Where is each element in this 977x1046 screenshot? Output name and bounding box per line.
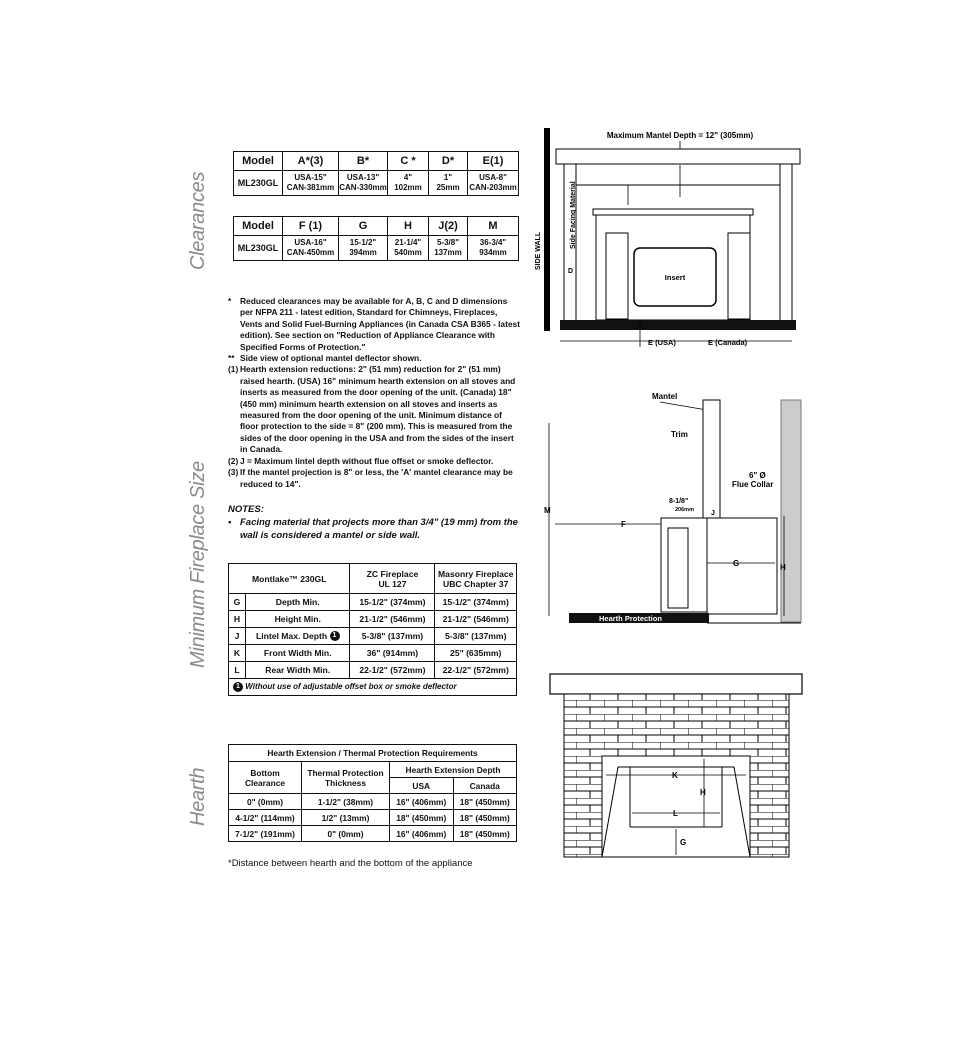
col-header: Hearth Extension Depth [390, 762, 517, 778]
table-cell: 1" 25mm [429, 171, 468, 196]
section-label-clearances: Clearances [187, 171, 209, 270]
notes-heading: NOTES: [228, 504, 264, 515]
side-wall-label: SIDE WALL [535, 231, 542, 270]
section-label-hearth: Hearth [187, 767, 209, 826]
dim-h-label: H [700, 788, 706, 797]
col-header: Thermal Protection Thickness [302, 762, 390, 794]
table-cell: 21-1/4" 540mm [388, 236, 429, 261]
col-header: H [388, 217, 429, 236]
table-cell: 4-1/2" (114mm) [229, 810, 302, 826]
table-row [229, 794, 517, 810]
table-cell: USA-13" CAN-330mm [339, 171, 388, 196]
col-header: C * [388, 152, 429, 171]
clearance-notes [228, 296, 520, 490]
table-cell: 15-1/2" (374mm) [435, 594, 517, 611]
front-view-diagram [530, 125, 810, 355]
table-row [229, 810, 517, 826]
dim-g-label: G [733, 559, 740, 568]
note-item: * Reduced clearances may be available for A, B, C and D dimensions per NFPA 211 - latest edition, Standard for Chimneys, Fireplaces, Vents and Solid Fuel-Burning Appliances (in Canada CSA B365 - latest edition). See section on "Reduction of Appliance Clearance with Specified Forms of Protection." [228, 296, 520, 352]
row-label: Rear Width Min. [246, 662, 350, 679]
info-icon: 1 [233, 682, 243, 692]
hearth-footnote: *Distance between hearth and the bottom of the appliance [228, 858, 473, 869]
dim-j-label: J [711, 510, 715, 517]
model-cell: ML230GL [234, 236, 283, 261]
col-header: E(1) [468, 152, 519, 171]
table-cell: 16" (406mm) [390, 794, 454, 810]
row-code: K [229, 645, 246, 662]
table-cell: 18" (450mm) [453, 794, 517, 810]
row-code: J [229, 628, 246, 645]
dim-e-usa-label: E (USA) [648, 338, 676, 347]
model-cell: ML230GL [234, 171, 283, 196]
flue-label: 6" Ø [749, 471, 766, 480]
row-label: Height Min. [246, 611, 350, 628]
col-header: D* [429, 152, 468, 171]
dim-l-label: L [673, 809, 678, 818]
table-cell: 7-1/2" (191mm) [229, 826, 302, 842]
row-label: Lintel Max. Depth 1 [246, 628, 350, 645]
fireplace-size-table [228, 563, 517, 696]
table-cell: 5-3/8" 137mm [429, 236, 468, 261]
col-header: J(2) [429, 217, 468, 236]
insert-label: Insert [664, 273, 686, 282]
table-cell: 25" (635mm) [435, 645, 517, 662]
mantel-depth-title: Maximum Mantel Depth = 12" (305mm) [606, 131, 754, 140]
table-cell: 5-3/8" (137mm) [350, 628, 435, 645]
clearance-table-2 [233, 216, 519, 261]
table-title: Hearth Extension / Thermal Protection Requirements [229, 745, 517, 762]
col-header: Model [234, 152, 283, 171]
notes-section [228, 503, 520, 542]
col-header: Masonry Fireplace UBC Chapter 37 [435, 564, 517, 594]
dim-d-label: D [568, 268, 574, 275]
dim-8-label: 8-1/8" [669, 498, 689, 505]
table-cell: USA-15" CAN-381mm [283, 171, 339, 196]
table-cell: 21-1/2" (546mm) [435, 611, 517, 628]
table-cell: 1-1/2" (38mm) [302, 794, 390, 810]
dim-e-canada-label: E (Canada) [708, 338, 748, 347]
table-row [229, 628, 517, 645]
table-cell: 0" (0mm) [302, 826, 390, 842]
row-label: Depth Min. [246, 594, 350, 611]
table-cell: USA-8" CAN-203mm [468, 171, 519, 196]
dim-h-label: H [780, 563, 786, 572]
side-view-diagram [535, 388, 810, 628]
row-label: Front Width Min. [246, 645, 350, 662]
col-header: G [339, 217, 388, 236]
info-icon: 1 [330, 631, 340, 641]
table-cell: 5-3/8" (137mm) [435, 628, 517, 645]
table-row [229, 594, 517, 611]
table-cell: 4" 102mm [388, 171, 429, 196]
table-row [229, 662, 517, 679]
table-cell: 21-1/2" (546mm) [350, 611, 435, 628]
col-header: M [468, 217, 519, 236]
table-cell: 36-3/4" 934mm [468, 236, 519, 261]
table-cell: 15-1/2" 394mm [339, 236, 388, 261]
hearth-table [228, 744, 517, 842]
note-item: (1) Hearth extension reductions: 2" (51 mm) reduction for 2" (51 mm) raised hearth. (USA) 16" minimum hearth extension on all stoves and inserts as measured from the door opening of the unit. (Canada) 18"(450 mm) minimum hearth extension on all stoves and inserts as measured from the door opening of the unit. Minimum distance of floor protection to the side = 8" (200 mm). This is measured from the sides of the door opening in the USA and from the sides of the insert in Canada. [228, 364, 516, 455]
col-header: Canada [453, 778, 517, 794]
table-cell: 36" (914mm) [350, 645, 435, 662]
row-code: G [229, 594, 246, 611]
table-cell: 1/2" (13mm) [302, 810, 390, 826]
dim-m-label: M [544, 506, 551, 515]
col-header: F (1) [283, 217, 339, 236]
clearance-table-1 [233, 151, 519, 196]
table-cell: 22-1/2" (572mm) [350, 662, 435, 679]
section-label-min-fireplace: Minimum Fireplace Size [187, 461, 209, 668]
mantel-label: Mantel [652, 392, 678, 401]
table-cell: 15-1/2" (374mm) [350, 594, 435, 611]
brick-fireplace-diagram [548, 672, 806, 860]
flue-collar-label: Flue Collar [732, 480, 774, 489]
table-cell: 22-1/2" (572mm) [435, 662, 517, 679]
dim-8-mm-label: 206mm [675, 507, 694, 513]
col-header: USA [390, 778, 454, 794]
col-header: Model [234, 217, 283, 236]
notes-bullet: • Facing material that projects more than 3/4" (19 mm) from the wall is considered a mantel or side wall. [228, 517, 518, 541]
table-cell: 18" (450mm) [453, 826, 517, 842]
dim-g-label: G [680, 838, 687, 847]
note-item: (3) If the mantel projection is 8" or less, the 'A' mantel clearance may be reduced to 14". [228, 467, 513, 489]
table-cell: 18" (450mm) [453, 810, 517, 826]
table-row [229, 645, 517, 662]
dim-k-label: K [672, 771, 678, 780]
row-code: H [229, 611, 246, 628]
table-cell: 16" (406mm) [390, 826, 454, 842]
table-row [229, 826, 517, 842]
dim-f-label: F [621, 520, 626, 529]
col-header: B* [339, 152, 388, 171]
note-item: ** Side view of optional mantel deflector shown. [228, 353, 422, 364]
table-row [229, 611, 517, 628]
table-cell: 18" (450mm) [390, 810, 454, 826]
row-code: L [229, 662, 246, 679]
col-header: Montlake™ 230GL [229, 564, 350, 594]
hearth-protection-label: Hearth Protection [599, 614, 662, 623]
table-cell: 0" (0mm) [229, 794, 302, 810]
side-facing-label: Side Facing Material [570, 181, 577, 249]
table-cell: USA-16" CAN-450mm [283, 236, 339, 261]
trim-label: Trim [671, 430, 688, 439]
col-header: ZC Fireplace UL 127 [350, 564, 435, 594]
col-header: Bottom Clearance [229, 762, 302, 794]
table-footnote: 1 Without use of adjustable offset box or smoke deflector [229, 679, 517, 696]
col-header: A*(3) [283, 152, 339, 171]
note-item: (2) J = Maximum lintel depth without flue offset or smoke deflector. [228, 455, 494, 466]
